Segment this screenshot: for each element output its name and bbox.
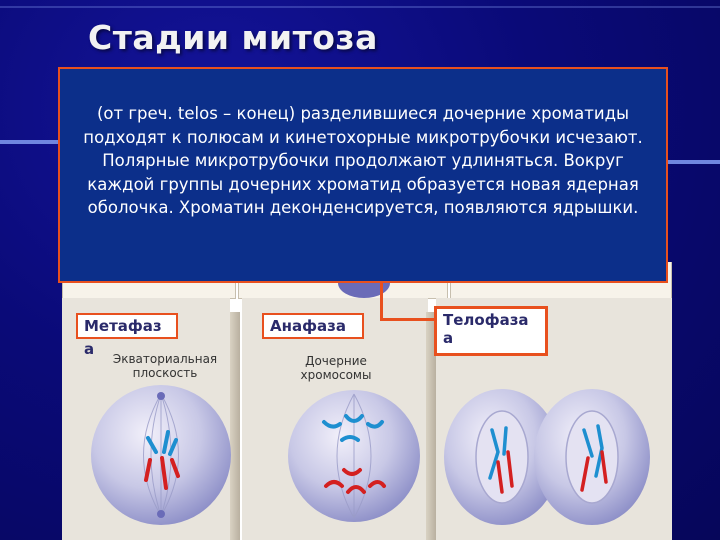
telophase-cell-illustration [442, 382, 652, 532]
phase-label-text: Анафаза [270, 317, 346, 335]
description-text: (от греч. telos – конец) разделившиеся дочерние хроматиды подходят к полюсам и кинетохорные микротрубочки исчезают. Полярные микротрубочки продолжают удлиняться. Вокруг каждой группы дочерних хроматид образуется новая ядерная оболочка. Хроматин деконденсируется, появляются ядрышки. [83, 104, 643, 217]
mitosis-figure [62, 262, 672, 540]
decorative-bar [0, 140, 62, 144]
anaphase-label [262, 313, 364, 339]
metaphase-label [76, 313, 178, 339]
phase-label-text: Телофаза [443, 311, 529, 329]
telophase-label [434, 306, 548, 356]
decorative-bar [668, 160, 720, 164]
connector-line [380, 318, 436, 321]
description-box [58, 67, 668, 283]
annotation-line: Дочерние [305, 354, 367, 368]
annotation-line: плоскость [132, 366, 198, 380]
metaphase-cell-illustration [86, 380, 236, 530]
anaphase-cell-illustration [284, 386, 424, 526]
connector-line [380, 283, 383, 321]
phase-label-text: Метафаз [84, 317, 162, 335]
phase-label-wrap: а [443, 329, 454, 347]
annotation-line: хромосомы [300, 368, 372, 382]
slide-title: Стадии митоза [88, 18, 378, 57]
daughter-chromosomes-label [276, 354, 396, 382]
phase-label-wrap: а [84, 340, 95, 358]
annotation-line: Экваториальная [112, 352, 218, 366]
decorative-stripe [0, 6, 720, 8]
equatorial-plane-label [100, 352, 230, 380]
